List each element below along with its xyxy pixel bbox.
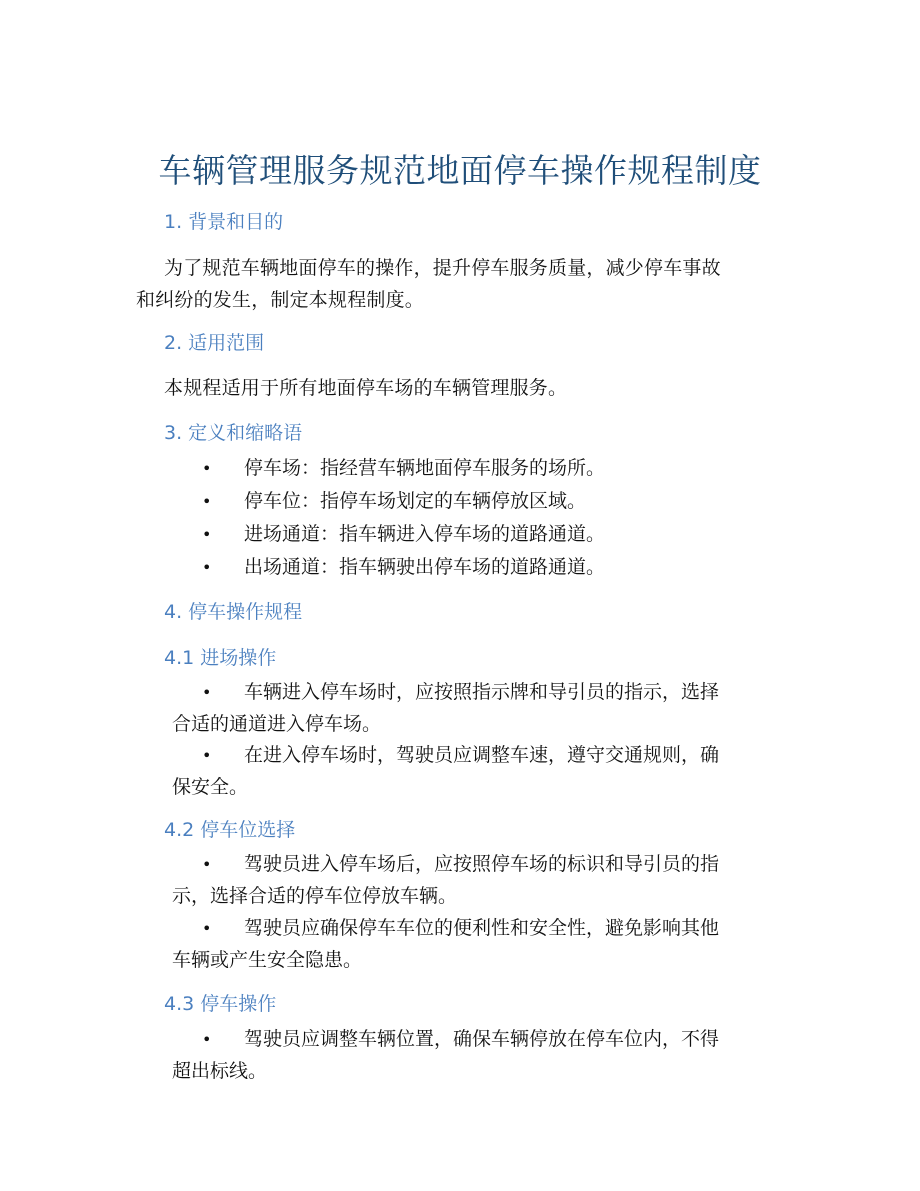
list-item-text: 车辆进入停车场时，应按照指示牌和导引员的指示，选择 (244, 681, 720, 703)
list-item (0, 848, 920, 914)
list-item-text: 在进入停车场时，驾驶员应调整车速，遵守交通规则，确 (244, 744, 720, 766)
list-item (0, 551, 920, 584)
bullet-icon: • (202, 558, 212, 577)
list-item-text: 合适的通道进入停车场。 (172, 713, 382, 735)
list-item (0, 1023, 920, 1089)
subsection-heading-entry: 4.1 进场操作 (164, 647, 277, 669)
subsection-heading-space-selection: 4.2 停车位选择 (164, 819, 296, 841)
section-heading-background: 1. 背景和目的 (164, 211, 284, 233)
list-item (0, 739, 920, 805)
list-item (0, 452, 920, 485)
list-item-text: 车辆或产生安全隐患。 (172, 949, 363, 971)
list-item-text: 示，选择合适的停车位停放车辆。 (172, 885, 458, 907)
list-item (0, 912, 920, 978)
list-item-text: 驾驶员应调整车辆位置，确保车辆停放在停车位内，不得 (244, 1028, 720, 1050)
list-item (0, 518, 920, 551)
bullet-icon: • (202, 746, 212, 765)
bullet-icon: • (202, 919, 212, 938)
list-item-text: 进场通道：指车辆进入停车场的道路通道。 (244, 523, 606, 545)
section-heading-definitions: 3. 定义和缩略语 (164, 422, 303, 444)
bullet-icon: • (202, 683, 212, 702)
section-heading-scope: 2. 适用范围 (164, 332, 265, 354)
list-item-text: 停车场：指经营车辆地面停车服务的场所。 (244, 457, 606, 479)
bullet-icon: • (202, 1030, 212, 1049)
list-item-text: 出场通道：指车辆驶出停车场的道路通道。 (244, 556, 606, 578)
section-paragraph: 本规程适用于所有地面停车场的车辆管理服务。 (164, 377, 568, 399)
list-item-text: 停车位：指停车场划定的车辆停放区域。 (244, 490, 587, 512)
list-item-text: 超出标线。 (172, 1060, 268, 1082)
bullet-icon: • (202, 855, 212, 874)
section-paragraph-line: 和纠纷的发生，制定本规程制度。 (136, 289, 425, 311)
document-title: 车辆管理服务规范地面停车操作规程制度 (158, 151, 762, 190)
list-item-text: 驾驶员进入停车场后，应按照停车场的标识和导引员的指 (244, 853, 720, 875)
list-item-text: 驾驶员应确保停车车位的便利性和安全性，避免影响其他 (244, 917, 720, 939)
bullet-icon: • (202, 459, 212, 478)
list-item (0, 676, 920, 742)
section-paragraph-line: 为了规范车辆地面停车的操作，提升停车服务质量，减少停车事故 (164, 257, 721, 279)
subsection-heading-parking-operation: 4.3 停车操作 (164, 993, 277, 1015)
list-item-text: 保安全。 (172, 776, 249, 798)
section-heading-procedures: 4. 停车操作规程 (164, 601, 303, 623)
bullet-icon: • (202, 492, 212, 511)
list-item (0, 485, 920, 518)
bullet-icon: • (202, 525, 212, 544)
